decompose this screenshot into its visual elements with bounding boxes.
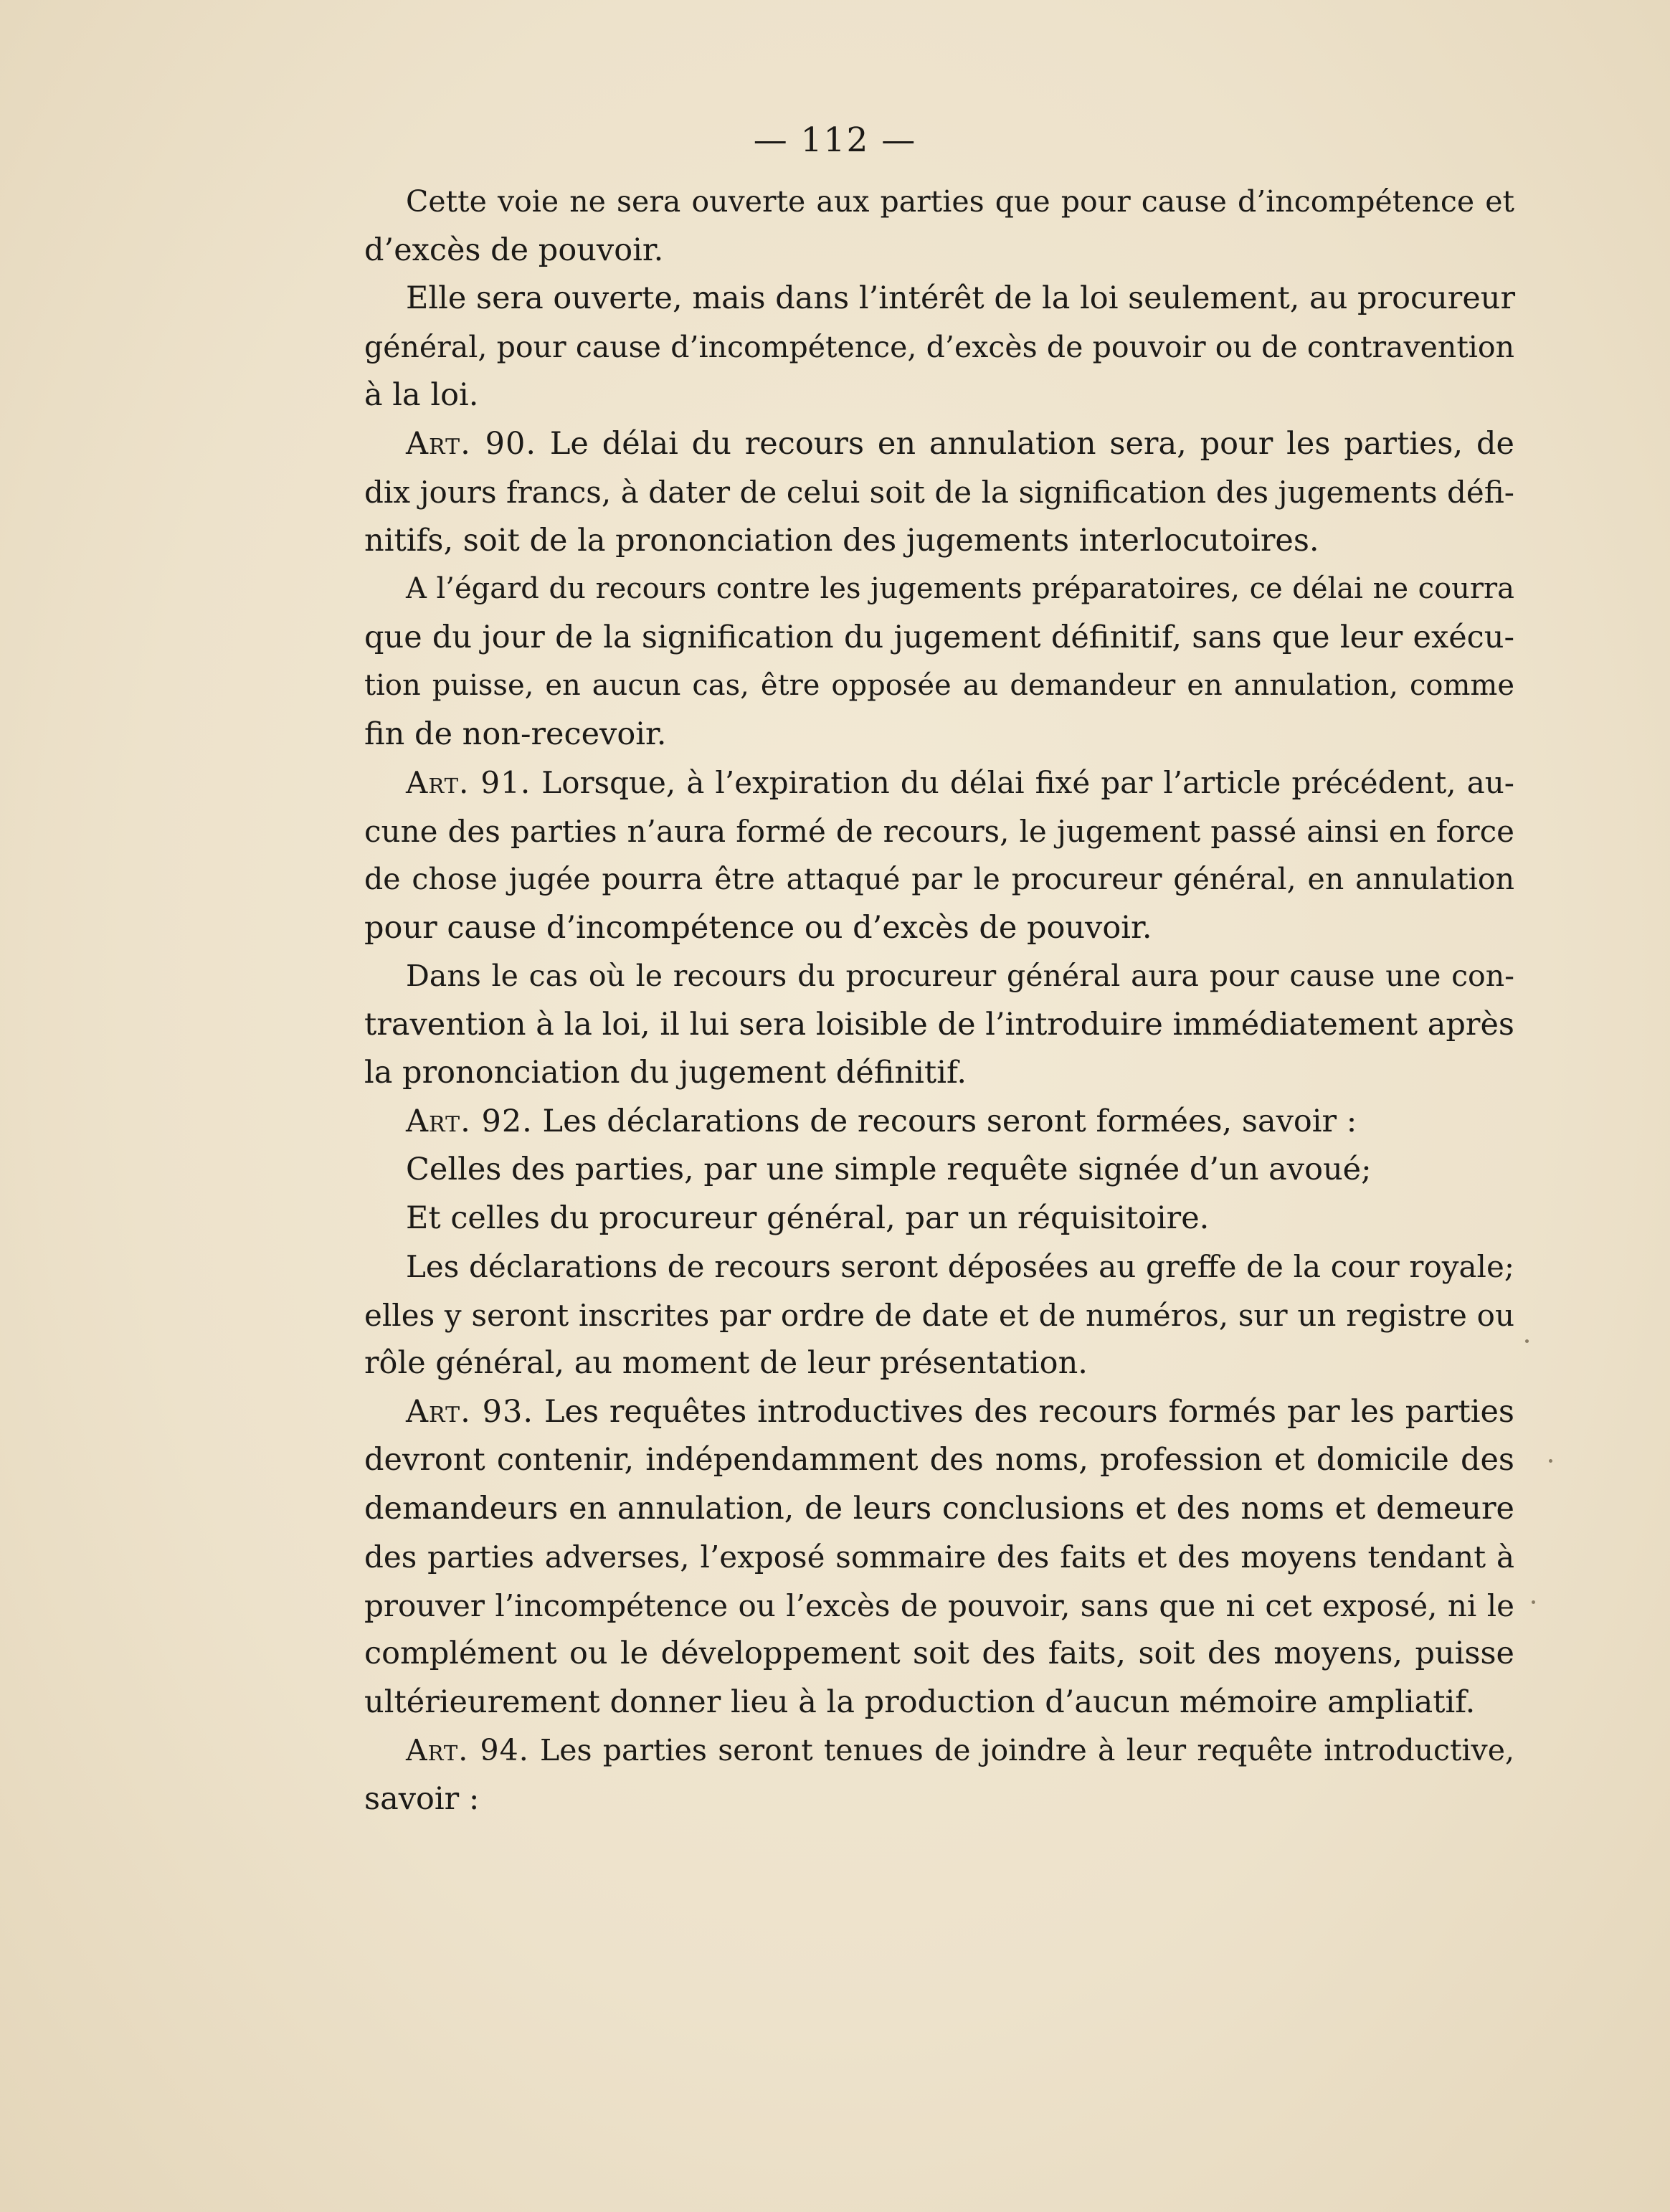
line-text: Cette voie ne sera ouverte aux parties que pour cause d’incompétence et <box>406 184 1514 219</box>
text-line <box>364 517 1514 566</box>
line-text: fin de non-recevoir. <box>364 716 667 752</box>
line-text: A l’égard du recours contre les jugements préparatoires, ce délai ne courra <box>406 572 1514 605</box>
text-line <box>364 420 1514 469</box>
line-text: Le délai du recours en annulation sera, pour les parties, de <box>549 425 1514 462</box>
body-text <box>364 178 1514 1823</box>
line-text: devront contenir, indépendamment des noms, profession et domicile des <box>364 1442 1514 1478</box>
text-line <box>364 1195 1514 1243</box>
text-line <box>364 1436 1514 1485</box>
text-line <box>364 468 1514 517</box>
article-paragraph <box>364 759 1514 952</box>
text-line <box>364 1485 1514 1534</box>
text-line <box>364 565 1514 614</box>
text-line <box>364 275 1514 323</box>
text-line <box>364 323 1514 372</box>
text-line <box>364 371 1514 420</box>
line-text: Les requêtes introductives des recours formés par les parties <box>544 1393 1514 1430</box>
line-text: nitifs, soit de la prononciation des jugements interlocutoires. <box>364 522 1319 559</box>
line-text: Les parties seront tenues de joindre à leur requête introductive, <box>540 1733 1515 1767</box>
text-line <box>364 1388 1514 1437</box>
paragraph <box>364 952 1514 1098</box>
text-line <box>364 1098 1514 1147</box>
line-text: prouver l’incompétence ou l’excès de pouvoir, sans que ni cet exposé, ni le <box>364 1587 1514 1623</box>
line-text: de chose jugée pourra être attaqué par le procureur général, en annulation <box>364 862 1514 896</box>
ink-speck <box>1525 1339 1529 1343</box>
text-line <box>364 952 1514 1001</box>
text-line <box>364 1291 1514 1340</box>
article-label: Art. 94. <box>406 1733 529 1767</box>
line-text: Les déclarations de recours seront déposées au greffe de la cour royale; <box>406 1249 1514 1284</box>
paragraph <box>364 178 1514 275</box>
line-text: la prononciation du jugement définitif. <box>364 1055 967 1091</box>
text-line <box>364 904 1514 953</box>
line-text: pour cause d’incompétence ou d’excès de pouvoir. <box>364 909 1152 946</box>
text-line <box>364 1001 1514 1050</box>
line-text: Lorsque, à l’expiration du délai fixé par l’article précédent, au- <box>541 765 1514 800</box>
line-text: complément ou le développement soit des faits, soit des moyens, puisse <box>364 1636 1514 1671</box>
text-line <box>364 1582 1514 1630</box>
text-line <box>364 711 1514 759</box>
article-label: Art. 92. <box>406 1103 533 1139</box>
paragraph <box>364 1146 1514 1195</box>
text-line <box>364 1727 1514 1775</box>
text-line <box>364 1533 1514 1582</box>
text-line <box>364 1775 1514 1824</box>
line-text: elles y seront inscrites par ordre de date et de numéros, sur un registre ou <box>364 1297 1514 1333</box>
article-label: Art. 90. <box>406 425 537 462</box>
line-text: rôle général, au moment de leur présentation. <box>364 1345 1088 1381</box>
line-text: à la loi. <box>364 377 479 413</box>
line-text: Celles des parties, par une simple requête signée d’un avoué; <box>406 1152 1372 1187</box>
article-paragraph <box>364 1098 1514 1147</box>
line-text: Et celles du procureur général, par un réquisitoire. <box>406 1200 1210 1236</box>
text-line <box>364 227 1514 275</box>
ink-speck <box>1532 1600 1535 1604</box>
line-text: des parties adverses, l’exposé sommaire des faits et des moyens tendant à <box>364 1539 1514 1575</box>
line-text: tion puisse, en aucun cas, être opposée au demandeur en annulation, comme <box>364 669 1514 702</box>
line-text: dix jours francs, à dater de celui soit de la signification des jugements défi- <box>364 475 1514 510</box>
text-line <box>364 1339 1514 1388</box>
article-paragraph <box>364 1727 1514 1823</box>
article-paragraph <box>364 420 1514 566</box>
text-line <box>364 807 1514 856</box>
line-text: général, pour cause d’incompétence, d’excès de pouvoir ou de contravention <box>364 329 1514 364</box>
line-text: demandeurs en annulation, de leurs conclusions et des noms et demeure <box>364 1490 1514 1527</box>
line-text: Elle sera ouverte, mais dans l’intérêt de la loi seulement, au procureur <box>406 280 1516 316</box>
text-line <box>364 1146 1514 1195</box>
line-text: ultérieurement donner lieu à la production d’aucun mémoire ampliatif. <box>364 1684 1476 1720</box>
text-line <box>364 1630 1514 1679</box>
article-label: Art. 93. <box>406 1393 534 1430</box>
line-text: Dans le cas où le recours du procureur général aura pour cause une con- <box>406 959 1514 993</box>
page-number: — 112 — <box>753 120 917 160</box>
text-line <box>364 1679 1514 1727</box>
text-line <box>364 614 1514 663</box>
text-line <box>364 1243 1514 1291</box>
line-text: que du jour de la signification du jugement définitif, sans que leur exécu- <box>364 619 1514 655</box>
text-line <box>364 1049 1514 1098</box>
text-line <box>364 662 1514 711</box>
text-line <box>364 759 1514 807</box>
article-label: Art. 91. <box>406 765 531 800</box>
paragraph <box>364 275 1514 420</box>
paragraph <box>364 1195 1514 1243</box>
ink-speck <box>1549 1459 1552 1463</box>
line-text: cune des parties n’aura formé de recours, le jugement passé ainsi en force <box>364 813 1514 849</box>
line-text: savoir : <box>364 1780 480 1817</box>
line-text: d’excès de pouvoir. <box>364 232 664 268</box>
paragraph <box>364 1243 1514 1388</box>
text-line <box>364 178 1514 227</box>
line-text: travention à la loi, il lui sera loisible de l’introduire immédiatement après <box>364 1006 1514 1043</box>
paragraph <box>364 565 1514 759</box>
text-line <box>364 855 1514 904</box>
line-text: Les déclarations de recours seront formées, savoir : <box>542 1103 1357 1139</box>
article-paragraph <box>364 1388 1514 1727</box>
